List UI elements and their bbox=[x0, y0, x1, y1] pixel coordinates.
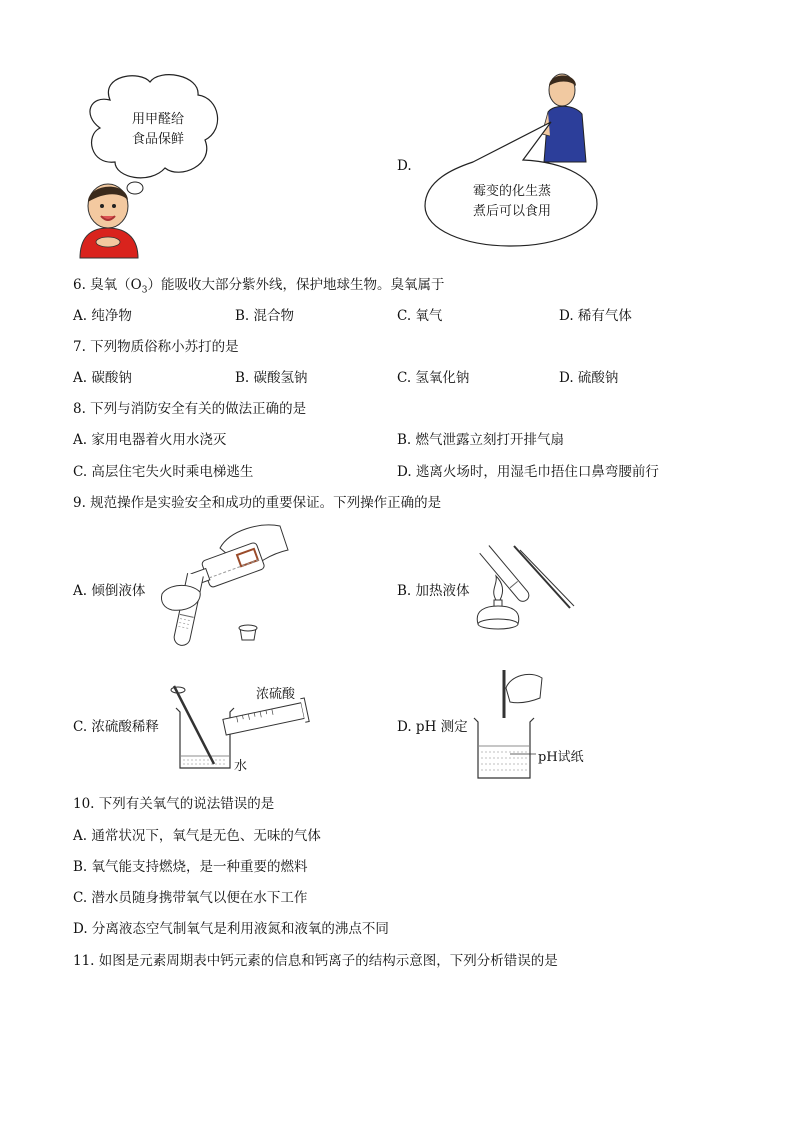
boy-cartoon-icon bbox=[74, 180, 144, 258]
q6-option-a[interactable]: A. 纯净物 bbox=[73, 308, 132, 324]
q7-option-a[interactable]: A. 碳酸钠 bbox=[73, 370, 132, 386]
q7-stem: 7. 下列物质俗称小苏打的是 bbox=[73, 339, 239, 355]
q8-option-c[interactable]: C. 高层住宅失火时乘电梯逃生 bbox=[73, 464, 254, 480]
q7-option-d[interactable]: D. 硫酸钠 bbox=[559, 370, 619, 386]
q8-option-d[interactable]: D. 逃离火场时，用湿毛巾捂住口鼻弯腰前行 bbox=[397, 464, 659, 480]
q9-option-d[interactable]: D. pH 测定 bbox=[397, 719, 468, 735]
q11-stem: 11. 如图是元素周期表中钙元素的信息和钙离子的结构示意图，下列分析错误的是 bbox=[73, 953, 558, 969]
q10-option-d[interactable]: D. 分离液态空气制氧气是利用液氮和液氧的沸点不同 bbox=[73, 921, 389, 937]
heat-liquid-figure bbox=[470, 540, 580, 640]
q9-option-a[interactable]: A. 倾倒液体 bbox=[73, 583, 146, 599]
q9-stem: 9. 规范操作是实验安全和成功的重要保证。下列操作正确的是 bbox=[73, 495, 442, 511]
q10-option-c[interactable]: C. 潜水员随身携带氧气以便在水下工作 bbox=[73, 890, 308, 906]
q8-option-b[interactable]: B. 燃气泄露立刻打开排气扇 bbox=[397, 432, 565, 448]
q6-stem-part-2: ）能吸收大部分紫外线，保护地球生物。臭氧属于 bbox=[147, 277, 445, 293]
q8-option-a[interactable]: A. 家用电器着火用水浇灭 bbox=[73, 432, 227, 448]
q6-option-d[interactable]: D. 稀有气体 bbox=[559, 308, 632, 324]
left-bubble-line-2: 食品保鲜 bbox=[131, 132, 184, 147]
left-bubble-text bbox=[118, 110, 198, 150]
q6-option-b[interactable]: B. 混合物 bbox=[235, 308, 295, 324]
label-concentrated-acid: 浓硫酸 bbox=[256, 687, 296, 702]
right-bubble-line-1: 霉变的化生蒸 bbox=[472, 184, 551, 199]
q5-option-d-label: D. bbox=[397, 158, 412, 174]
q6-option-c[interactable]: C. 氧气 bbox=[397, 308, 443, 324]
label-ph-paper: pH试纸 bbox=[538, 750, 584, 765]
right-bubble-text bbox=[452, 182, 572, 222]
q9-option-b[interactable]: B. 加热液体 bbox=[397, 583, 470, 599]
q10-stem: 10. 下列有关氧气的说法错误的是 bbox=[73, 796, 275, 812]
q10-option-a[interactable]: A. 通常状况下，氧气是无色、无味的气体 bbox=[73, 828, 321, 844]
q9-option-c[interactable]: C. 浓硫酸稀释 bbox=[73, 719, 159, 735]
q6-subscript: 3 bbox=[141, 285, 148, 296]
right-bubble-line-2: 煮后可以食用 bbox=[472, 204, 551, 219]
q10-option-b[interactable]: B. 氧气能支持燃烧，是一种重要的燃料 bbox=[73, 859, 308, 875]
q6-stem-part-1: 6. 臭氧（O bbox=[73, 277, 142, 293]
pour-liquid-figure bbox=[160, 520, 295, 650]
q7-option-c[interactable]: C. 氢氧化钠 bbox=[397, 370, 470, 386]
q6-stem bbox=[73, 276, 444, 300]
label-water: 水 bbox=[234, 759, 248, 774]
q7-option-b[interactable]: B. 碳酸氢钠 bbox=[235, 370, 308, 386]
left-bubble-line-1: 用甲醛给 bbox=[131, 112, 184, 127]
q8-stem: 8. 下列与消防安全有关的做法正确的是 bbox=[73, 401, 307, 417]
